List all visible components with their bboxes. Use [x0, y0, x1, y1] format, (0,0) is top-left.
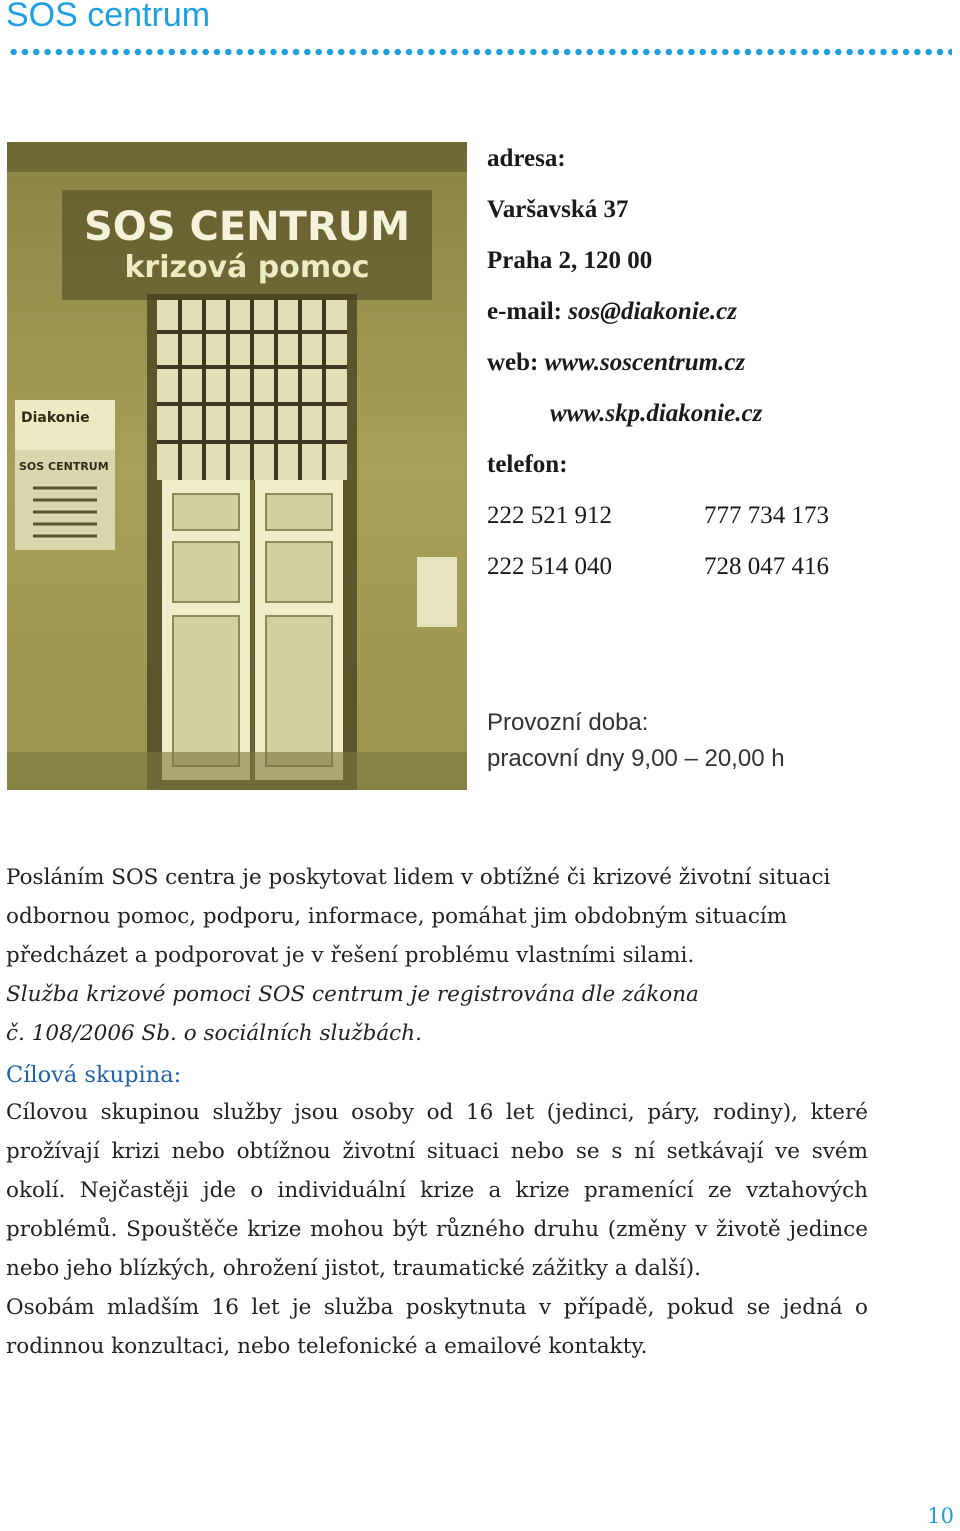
- phone-number: 222 521 912: [487, 502, 612, 529]
- notice-text-sos-centrum: SOS CENTRUM: [19, 460, 109, 473]
- sign-text-krizova-pomoc: krizová pomoc: [124, 250, 370, 285]
- opening-hours: [487, 705, 785, 777]
- page-title: SOS centrum: [6, 0, 211, 34]
- registration-line-2: č. 108/2006 Sb. o sociálních službách.: [6, 1021, 422, 1046]
- hours-label: Provozní doba:: [487, 709, 649, 736]
- hours-value: pracovní dny 9,00 – 20,00 h: [487, 745, 785, 772]
- building-entrance-photo: [7, 142, 467, 790]
- web-label: web:: [487, 349, 539, 376]
- street: Varšavská 37: [487, 196, 629, 223]
- page-number: 10: [927, 1504, 954, 1528]
- web-row: [487, 349, 745, 377]
- main-text: [6, 858, 868, 1366]
- registration-line-1: Služba krizové pomoci SOS centrum je registrována dle zákona: [6, 982, 699, 1007]
- web-link-skp[interactable]: www.skp.diakonie.cz: [550, 400, 763, 427]
- dotted-divider: [8, 46, 952, 58]
- city: Praha 2, 120 00: [487, 247, 653, 274]
- target-group-paragraph: Cílovou skupinou služby jsou osoby od 16 let (jedinci, páry, rodiny), které prožívají krizi nebo obtížnou životní situaci nebo se s ní setkávají ve svém okolí. Nejčastěji jde o individuální krize a krize pramenící ze vztahových problémů. Spouštěče krize mohou být různého druhu (změny v životě jedince nebo jeho blízkých, ohrožení jistot, traumatické zážitky a další).: [6, 1100, 868, 1281]
- phone-number: 777 734 173: [704, 502, 829, 529]
- target-group-heading: Cílová skupina:: [6, 1062, 182, 1088]
- notice-text-diakonie: Diakonie: [21, 410, 90, 426]
- address-label: adresa:: [487, 145, 566, 172]
- email-link[interactable]: sos@diakonie.cz: [568, 298, 737, 325]
- phone-label: telefon:: [487, 451, 568, 478]
- phone-number: 728 047 416: [704, 553, 829, 580]
- phone-number: 222 514 040: [487, 553, 612, 580]
- under-16-paragraph: Osobám mladším 16 let je služba poskytnuta v případě, pokud se jedná o rodinnou konzultaci, nebo telefonické a emailové kontakty.: [6, 1295, 868, 1359]
- entrance-illustration: [7, 142, 467, 790]
- sign-text-sos-centrum: SOS CENTRUM: [83, 204, 411, 250]
- email-row: [487, 298, 737, 326]
- web-link-soscentrum[interactable]: www.soscentrum.cz: [544, 349, 746, 376]
- phone-row: [487, 502, 612, 530]
- email-label: e-mail:: [487, 298, 562, 325]
- mission-paragraph: Posláním SOS centra je poskytovat lidem v obtížné či krizové životní situaci odbornou pomoc, podporu, informace, pomáhat jim obdobným situacím předcházet a podporovat je v řešení problému vlastními silami.: [6, 865, 831, 968]
